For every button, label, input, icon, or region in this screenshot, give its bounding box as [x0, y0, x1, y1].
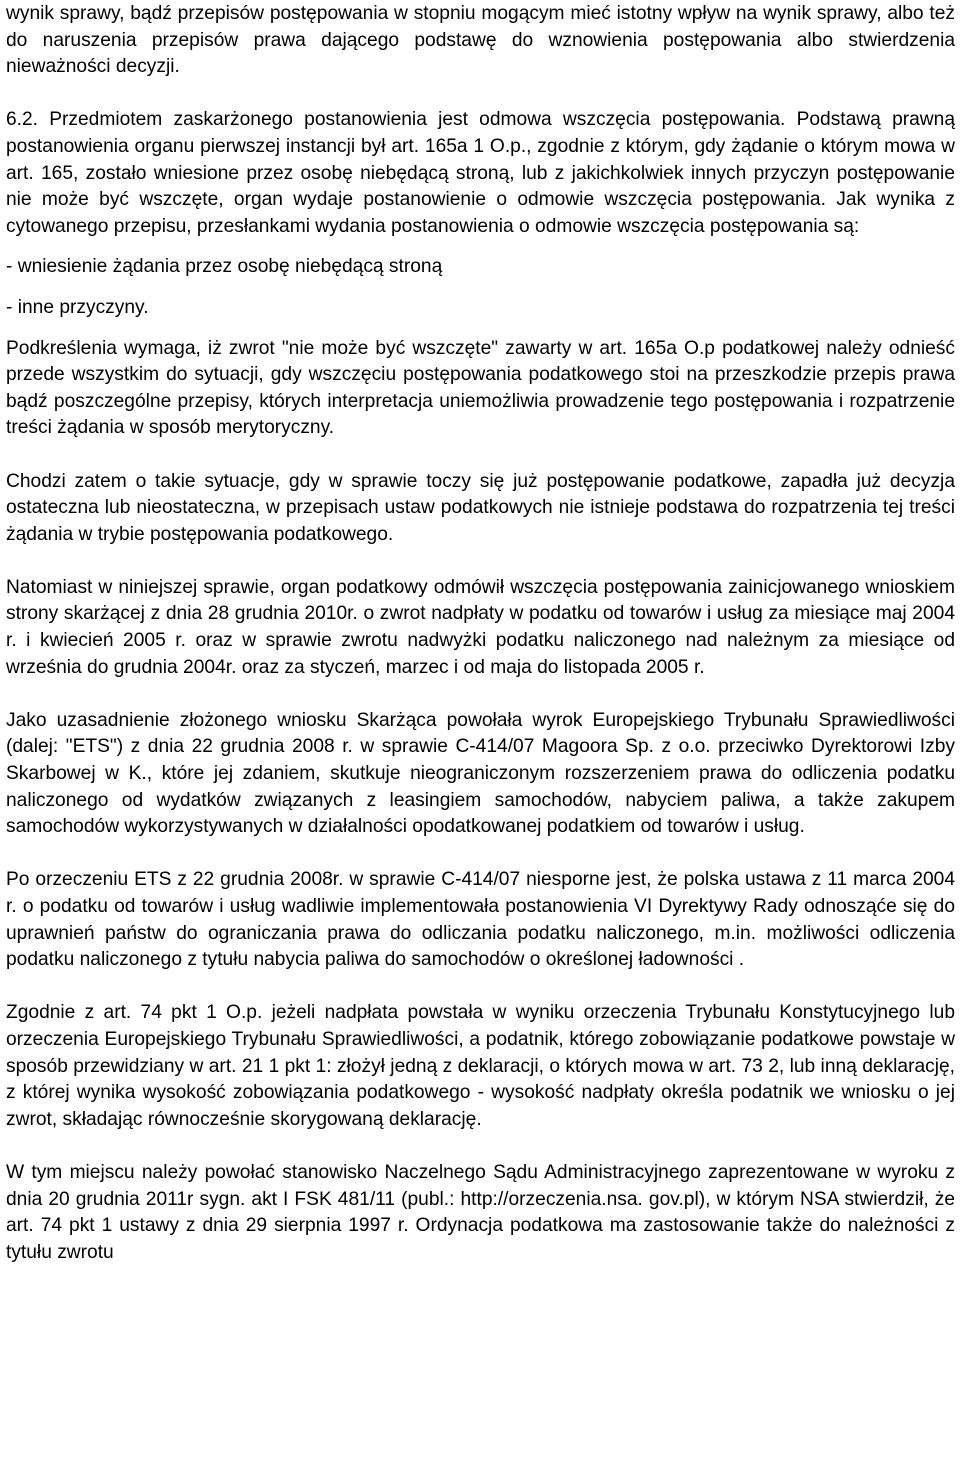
paragraph-present-case: Natomiast w niniejszej sprawie, organ podatkowy odmówił wszczęcia postępowania zainicjowanego wnioskiem strony skarżącej z dnia 28 grudnia 2010r. o zwrot nadpłaty w podatku od towarów i usług za miesiące maj 2004 r. i kwiecień 2005 r. oraz w sprawie zwrotu nadwyżki podatku naliczonego nad należnym za miesiące od września do grudnia 2004r. oraz za styczeń, marzec i od maja do listopada 2005 r.	[6, 576, 955, 678]
list-item-premise-2: - inne przyczyny.	[6, 296, 149, 318]
paragraph-intro: wynik sprawy, bądź przepisów postępowania w stopniu mogącym mieć istotny wpływ na wynik sprawy, albo też do naruszenia przepisów prawa dającego podstawę do wznowienia postępowania albo stwierdzenia nieważności decyzji.	[6, 3, 955, 78]
paragraph-justification: Jako uzasadnienie złożonego wniosku Skarżąca powołała wyrok Europejskiego Trybunału Sprawiedliwości (dalej: "ETS") z dnia 22 grudnia 2008 r. w sprawie C-414/07 Magoora Sp. z o.o. przeciwko Dyrektorowi Izby Skarbowej w K., które jej zdaniem, skutkuje nieograniczonym rozszerzeniem prawa do odliczenia podatku naliczonego od wydatków związanych z leasingiem samochodów, nabyciem paliwa, a także zakupem samochodów wykorzystywanych w działalności opodatkowanej podatkiem od towarów i usług.	[6, 709, 955, 838]
paragraph-nsa-position: W tym miejscu należy powołać stanowisko Naczelnego Sądu Administracyjnego zaprezentowane w wyroku z dnia 20 grudnia 2011r sygn. akt I FSK 481/11 (publ.: http://orzeczenia.nsa. gov.pl), w którym NSA stwierdził, że art. 74 pkt 1 ustawy z dnia 29 sierpnia 1997 r. Ordynacja podatkowa ma zastosowanie także do należności z tytułu zwrotu	[6, 1161, 955, 1263]
list-item-premise-1: - wniesienie żądania przez osobę niebędącą stroną	[6, 256, 443, 278]
paragraph-section-6-2: 6.2. Przedmiotem zaskarżonego postanowienia jest odmowa wszczęcia postępowania. Podstawą prawną postanowienia organu pierwszej instancji był art. 165a 1 O.p., zgodnie z którym, gdy żądanie o którym mowa w art. 165, zostało wniesione przez osobę niebędącą stroną, lub z jakichkolwiek innych przyczyn postępowanie nie może być wszczęte, organ wydaje postanowienie o odmowie wszczęcia postępowania. Jak wynika z cytowanego przepisu, przesłankami wydania postanowienia o odmowie wszczęcia postępowania są:	[6, 109, 955, 237]
paragraph-situations: Chodzi zatem o takie sytuacje, gdy w sprawie toczy się już postępowanie podatkowe, zapadła już decyzja ostateczna lub nieostateczna, w przepisach ustaw podatkowych nie istnieje podstawa do rozpatrzenia tej treści żądania w trybie postępowania podatkowego.	[6, 470, 955, 545]
paragraph-art-74: Zgodnie z art. 74 pkt 1 O.p. jeżeli nadpłata powstała w wyniku orzeczenia Trybunału Konstytucyjnego lub orzeczenia Europejskiego Trybunału Sprawiedliwości, a podatnik, którego zobowiązanie podatkowe powstaje w sposób przewidziany w art. 21 1 pkt 1: złożył jedną z deklaracji, o których mowa w art. 73 2, lub inną deklarację, z której wynika wysokość zobowiązania podatkowego - wysokość nadpłaty określa podatnik we wniosku o jej zwrot, składając równocześnie skorygowaną deklarację.	[6, 1002, 955, 1130]
paragraph-ets-ruling: Po orzeczeniu ETS z 22 grudnia 2008r. w sprawie C-414/07 niesporne jest, że polska ustawa z 11 marca 2004 r. o podatku od towarów i usług wadliwie implementowała postanowienia VI Dyrektywy Rady odnosząće się do uprawnień państw do ograniczania prawa do odliczania podatku naliczonego, m.in. możliwości odliczenia podatku naliczonego z tytułu nabycia paliwa do samochodów o określonej ładowności .	[6, 869, 955, 971]
document-page	[6, 1, 955, 1266]
paragraph-emphasis: Podkreślenia wymaga, iż zwrot "nie może być wszczęte" zawarty w art. 165a O.p podatkowej należy odnieść przede wszystkim do sytuacji, gdy wszczęciu postępowania podatkowego stoi na przeszkodzie przepis prawa bądź poszczególne przepisy, których interpretacja uniemożliwia prowadzenie tego postępowania i rozpatrzenie treści żądania w sposób merytoryczny.	[6, 337, 955, 439]
